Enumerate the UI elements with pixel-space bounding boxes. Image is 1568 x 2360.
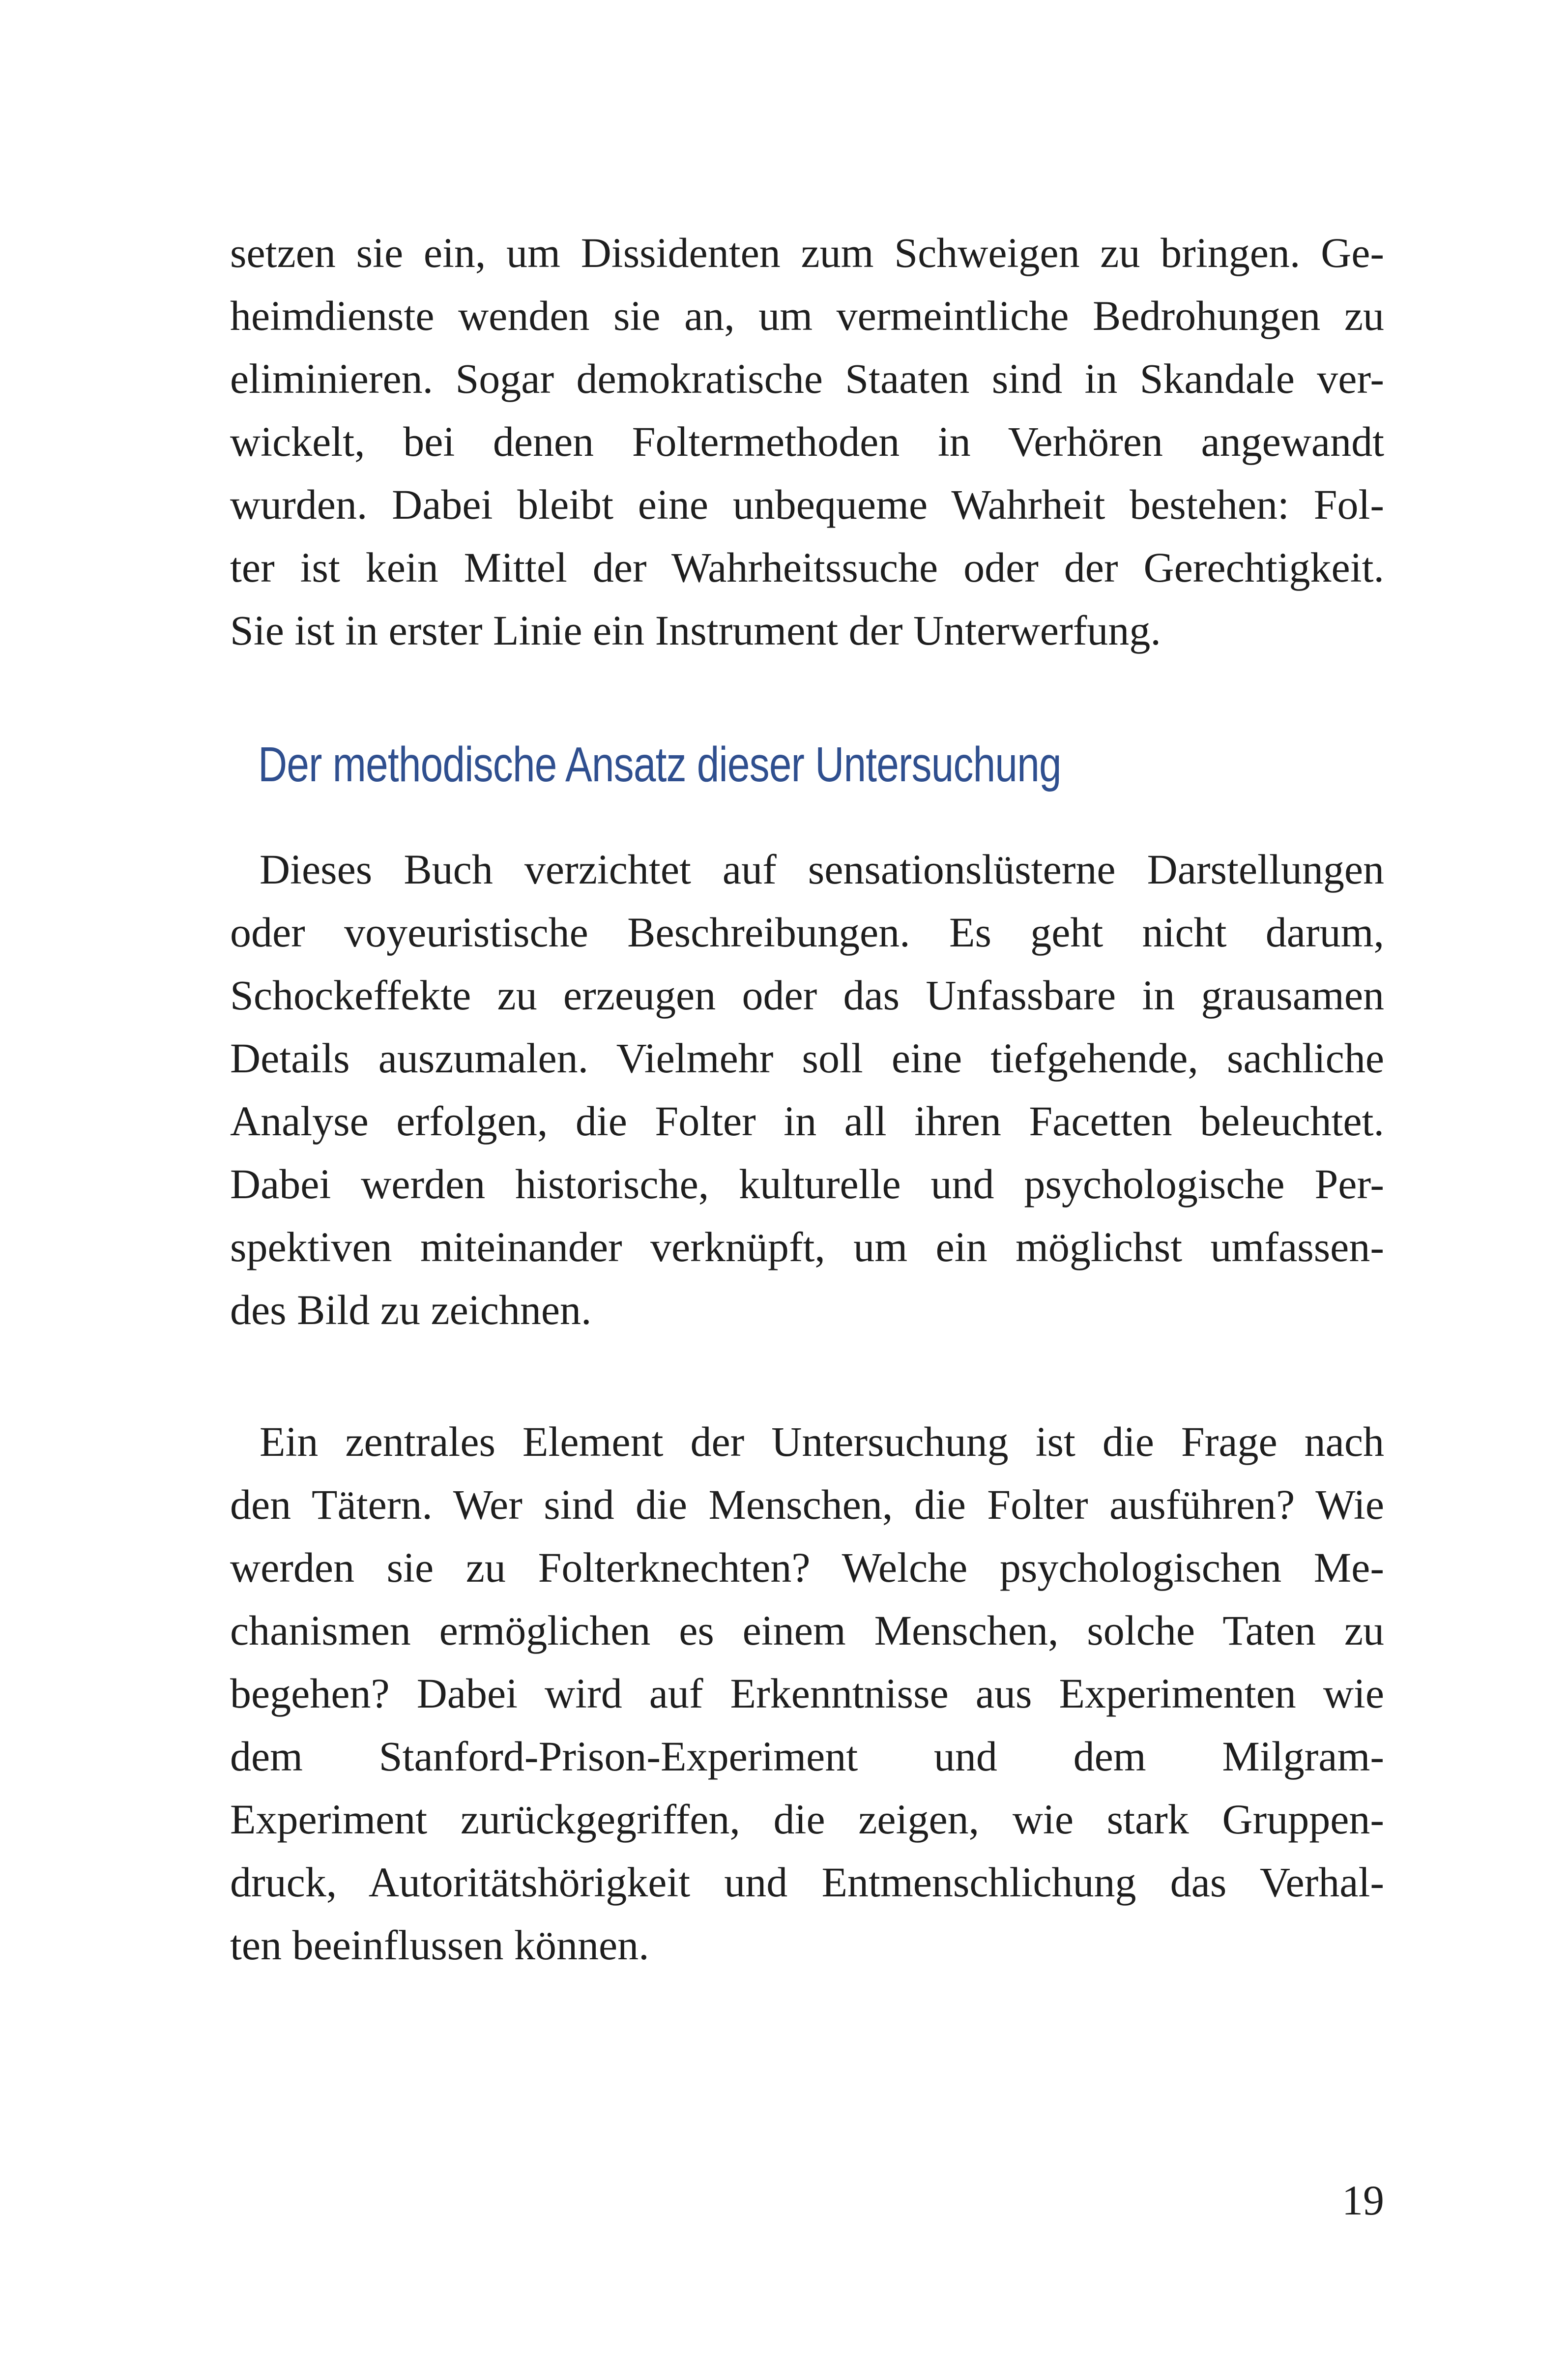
- text-line: Ein zentrales Element der Untersuchung ist die Frage nach: [260, 1418, 1384, 1465]
- text-line: ten beeinflussen können.: [230, 1921, 649, 1969]
- text-line: chanismen ermöglichen es einem Menschen, solche Taten zu: [230, 1607, 1384, 1654]
- text-line: heimdienste wenden sie an, um vermeintliche Bedrohungen zu: [230, 292, 1384, 339]
- text-line: werden sie zu Folterknechten? Welche psychologischen Me-: [230, 1544, 1384, 1591]
- text-line: Dieses Buch verzichtet auf sensationslüsterne Darstellungen: [260, 846, 1384, 893]
- text-line: wurden. Dabei bleibt eine unbequeme Wahrheit bestehen: Fol-: [230, 481, 1384, 528]
- text-line: druck, Autoritätshörigkeit und Entmenschlichung das Verhal-: [230, 1858, 1384, 1906]
- text-line: des Bild zu zeichnen.: [230, 1286, 592, 1333]
- text-line: Experiment zurückgegriffen, die zeigen, wie stark Gruppen-: [230, 1796, 1384, 1843]
- text-line: Analyse erfolgen, die Folter in all ihren Facetten beleuchtet.: [230, 1097, 1384, 1145]
- paragraph-1: [230, 221, 1384, 662]
- page-number: 19: [1342, 2177, 1384, 2224]
- text-line: dem Stanford-Prison-Experiment und dem Milgram-: [230, 1733, 1384, 1780]
- text-line: begehen? Dabei wird auf Erkenntnisse aus Experimenten wie: [230, 1670, 1384, 1717]
- text-line: wickelt, bei denen Foltermethoden in Verhören angewandt: [230, 418, 1384, 465]
- text-line: den Tätern. Wer sind die Menschen, die Folter ausführen? Wie: [230, 1481, 1384, 1528]
- text-line: Schockeffekte zu erzeugen oder das Unfassbare in grausamen: [230, 972, 1384, 1019]
- text-line: spektiven miteinander verknüpft, um ein möglichst umfassen-: [230, 1223, 1384, 1270]
- text-line: Details auszumalen. Vielmehr soll eine tiefgehende, sachliche: [230, 1034, 1384, 1082]
- section-heading: Der methodische Ansatz dieser Untersuchung: [258, 737, 1061, 792]
- paragraph-3: [230, 1410, 1384, 1976]
- text-line: eliminieren. Sogar demokratische Staaten sind in Skandale ver-: [230, 355, 1384, 402]
- text-line: Dabei werden historische, kulturelle und psychologische Per-: [230, 1160, 1384, 1208]
- text-line: ter ist kein Mittel der Wahrheitssuche oder der Gerechtigkeit.: [230, 544, 1384, 591]
- text-line: setzen sie ein, um Dissidenten zum Schweigen zu bringen. Ge-: [230, 229, 1384, 276]
- paragraph-2: [230, 838, 1384, 1341]
- text-line: oder voyeuristische Beschreibungen. Es geht nicht darum,: [230, 909, 1384, 956]
- text-line: Sie ist in erster Linie ein Instrument der Unterwerfung.: [230, 607, 1161, 654]
